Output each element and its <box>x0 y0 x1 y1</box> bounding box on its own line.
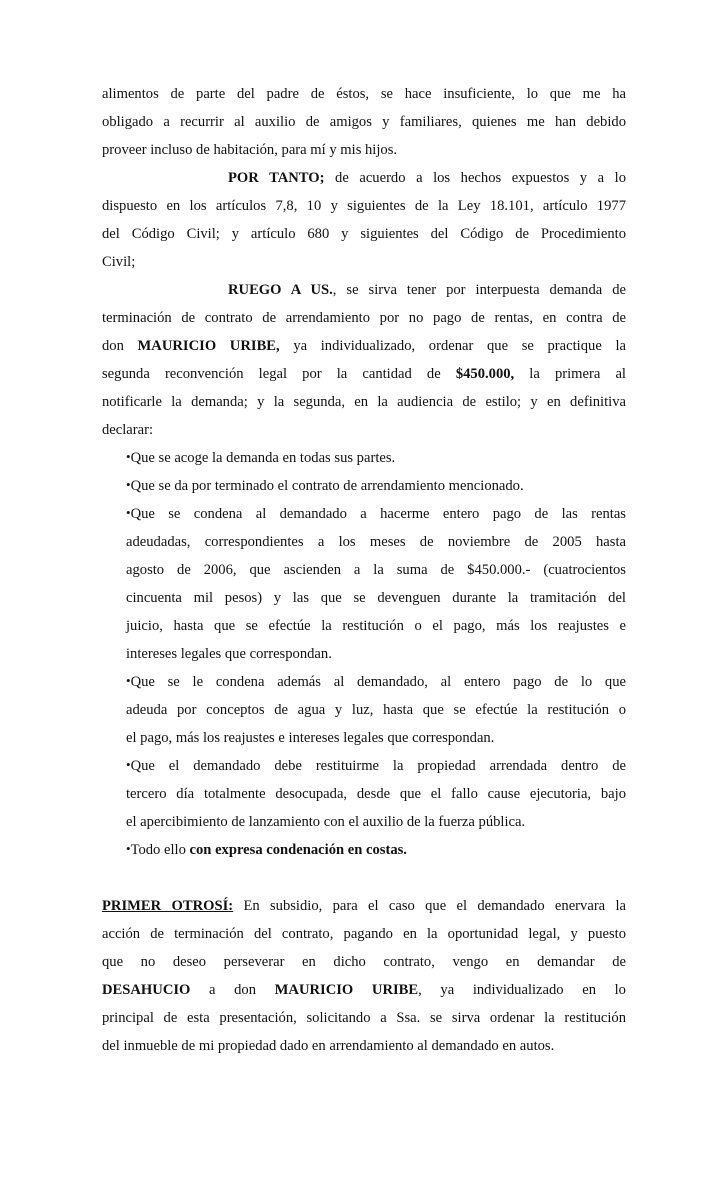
text-line: acción de terminación del contrato, pagando en la oportunidad legal, y puesto <box>102 926 626 942</box>
list-item: •Que se le condena además al demandado, al entero pago de lo que <box>126 673 626 690</box>
text-line: principal de esta presentación, solicitando a Ssa. se sirva ordenar la restitución <box>102 1010 626 1026</box>
list-item-continuation: adeudadas, correspondientes a los meses de noviembre de 2005 hasta <box>126 534 626 550</box>
text-line: DESAHUCIO a don MAURICIO URIBE, ya individualizado en lo <box>102 982 626 998</box>
list-item-continuation: tercero día totalmente desocupada, desde que el fallo cause ejecutoria, bajo <box>126 786 626 802</box>
list-item-continuation: intereses legales que correspondan. <box>126 646 332 662</box>
document-page <box>102 80 626 1060</box>
text-line: segunda reconvención legal por la cantidad de $450.000, la primera al <box>102 366 626 382</box>
por-tanto-heading: POR TANTO; <box>228 170 325 186</box>
text-line: terminación de contrato de arrendamiento por no pago de rentas, en contra de <box>102 310 626 326</box>
defendant-name: MAURICIO URIBE, <box>137 338 280 354</box>
otrosi-heading: PRIMER OTROSÍ: <box>102 898 234 914</box>
bullet-icon: • <box>126 505 131 520</box>
list-item: •Que el demandado debe restituirme la propiedad arrendada dentro de <box>126 757 626 774</box>
ruego-heading: RUEGO A US. <box>228 282 333 298</box>
list-item: •Todo ello con expresa condenación en costas. <box>126 841 407 858</box>
bullet-icon: • <box>126 757 131 772</box>
list-item: •Que se condena al demandado a hacerme entero pago de las rentas <box>126 505 626 522</box>
text-line: obligado a recurrir al auxilio de amigos y familiares, quienes me han debido <box>102 114 626 130</box>
text-line: que no deseo perseverar en dicho contrato, vengo en demandar de <box>102 954 626 970</box>
text-line: del inmueble de mi propiedad dado en arrendamiento al demandado en autos. <box>102 1038 555 1054</box>
bullet-icon: • <box>126 449 131 464</box>
desahucio-term: DESAHUCIO <box>102 982 191 998</box>
otrosi-line: PRIMER OTROSÍ: En subsidio, para el caso que el demandado enervara la <box>102 898 627 914</box>
list-item: •Que se da por terminado el contrato de arrendamiento mencionado. <box>126 477 524 494</box>
text-line: Civil; <box>102 254 136 270</box>
text-line: del Código Civil; y artículo 680 y siguientes del Código de Procedimiento <box>102 226 626 242</box>
bullet-icon: • <box>126 841 131 856</box>
list-item-continuation: el apercibimiento de lanzamiento con el auxilio de la fuerza pública. <box>126 814 526 830</box>
ruego-line: RUEGO A US., se sirva tener por interpuesta demanda de <box>228 282 626 298</box>
defendant-name: MAURICIO URIBE <box>274 982 419 998</box>
text-line: don MAURICIO URIBE, ya individualizado, ordenar que se practique la <box>102 338 626 354</box>
list-item: •Que se acoge la demanda en todas sus partes. <box>126 449 396 466</box>
bullet-icon: • <box>126 673 131 688</box>
spacer <box>102 864 626 892</box>
text-line: alimentos de parte del padre de éstos, se hace insuficiente, lo que me ha <box>102 86 626 102</box>
list-item-continuation: el pago, más los reajustes e intereses legales que correspondan. <box>126 730 495 746</box>
text-line: proveer incluso de habitación, para mí y mis hijos. <box>102 142 398 158</box>
por-tanto-line: POR TANTO; de acuerdo a los hechos expuestos y a lo <box>228 170 626 186</box>
list-item-continuation: adeuda por conceptos de agua y luz, hasta que se efectúe la restitución o <box>126 702 626 718</box>
amount: $450.000, <box>455 366 515 382</box>
text-line: dispuesto en los artículos 7,8, 10 y siguientes de la Ley 18.101, artículo 1977 <box>102 198 626 214</box>
bullet-icon: • <box>126 477 131 492</box>
text-line: declarar: <box>102 422 154 438</box>
list-item-continuation: juicio, hasta que se efectúe la restitución o el pago, más los reajustes e <box>126 618 626 634</box>
text-line: notificarle la demanda; y la segunda, en la audiencia de estilo; y en definitiva <box>102 394 626 410</box>
list-item-continuation: agosto de 2006, que ascienden a la suma de $450.000.- (cuatrocientos <box>126 562 626 578</box>
costas-clause: con expresa condenación en costas. <box>189 842 407 858</box>
list-item-continuation: cincuenta mil pesos) y las que se devenguen durante la tramitación del <box>126 590 626 606</box>
